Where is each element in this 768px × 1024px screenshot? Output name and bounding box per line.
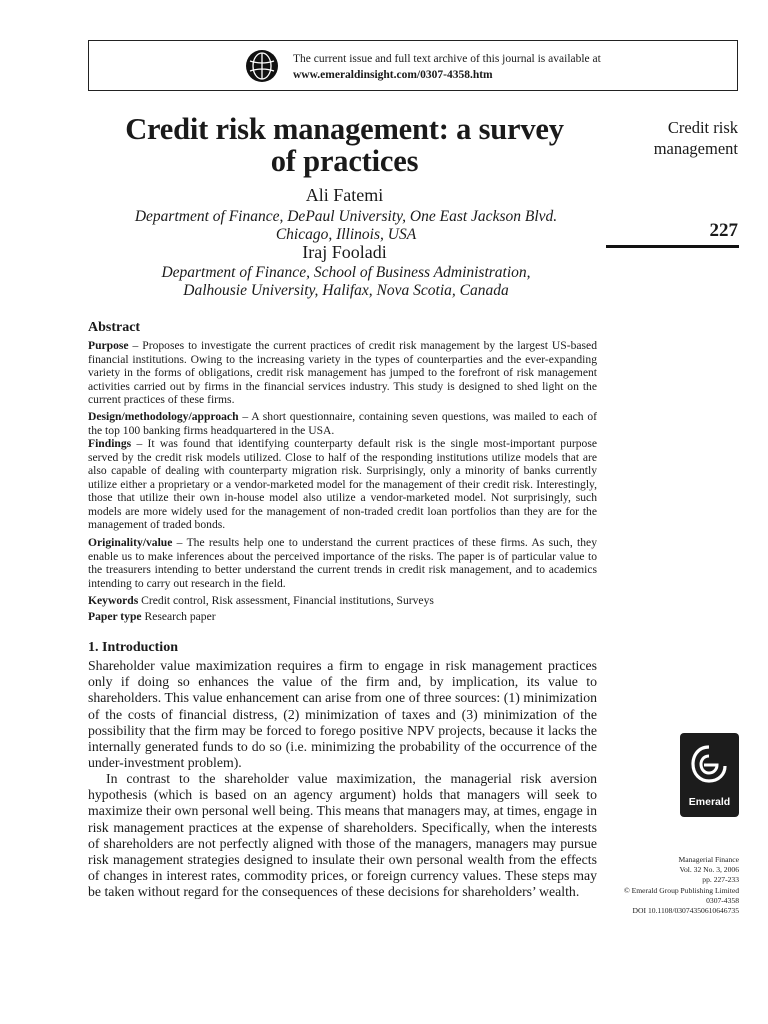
copyright: © Emerald Group Publishing Limited — [623, 885, 739, 895]
article-title — [82, 113, 607, 177]
volume-info: Vol. 32 No. 3, 2006 — [679, 865, 739, 875]
issn: 0307-4358 — [706, 895, 739, 905]
findings-text: – It was found that identifying counterparty default risk is the single most-important purpose served by the credit risk models utilized. Close to half of the responding institutions utilize models that are also capable of dealing with counterparty migration risk. Surprisingly, only a minority of banks currently utilize either a proprietary or a vendor-marketed model for the management of their credit risk. Interestingly, those that utilize their own in-house model also utilize a vendor-marketed model. Not surprisingly, such models are more widely used for the management of non-traded credit loan portfolios than they are for the management of traded bonds. — [88, 437, 597, 531]
paper-type-label: Paper type — [88, 610, 142, 623]
keywords-label: Keywords — [88, 594, 139, 607]
journal-access-banner — [88, 40, 738, 91]
purpose-label: Purpose — [88, 339, 129, 352]
article-title-line1: Credit risk management: a survey — [125, 112, 564, 146]
affiliation-line: Chicago, Illinois, USA — [275, 226, 417, 243]
originality-label: Originality/value — [88, 536, 173, 549]
page-range: pp. 227-233 — [702, 875, 739, 885]
design-label: Design/methodology/approach — [88, 410, 239, 423]
paper-type-text: Research paper — [144, 610, 216, 623]
journal-url-link[interactable]: www.emeraldinsight.com/0307-4358.htm — [293, 69, 493, 81]
affiliation-line: Dalhousie University, Halifax, Nova Scotia, Canada — [183, 282, 509, 299]
publication-info — [590, 855, 739, 916]
abstract-originality — [88, 536, 597, 590]
keywords — [88, 594, 434, 607]
page-number: 227 — [709, 220, 738, 241]
emerald-logo-icon — [680, 733, 739, 817]
originality-text: – The results help one to understand the current practices of these firms. As such, they enable us to make inferences about the perceived importance of the risks. The paper is of particular value to the treasurers intending to better understand the current trends in credit risk management, and to academics intending to carry out research in the field. — [88, 536, 597, 590]
banner-text: The current issue and full text archive of this journal is available at — [293, 53, 601, 65]
running-title-line: management — [653, 139, 738, 158]
author-affiliation — [76, 208, 616, 244]
journal-name: Managerial Finance — [678, 855, 739, 864]
findings-label: Findings — [88, 437, 132, 450]
body-paragraph: Shareholder value maximization requires a firm to engage in risk management practices only if doing so enhances the value of the firm and, by implication, its value to shareholders. This value enhancement can arise from one of three sources: (1) minimization of the costs of financial distress, (2) minimization of taxes and (3) minimization of the possibility that the firm may be forced to forego positive NPV projects, because it lacks the internally generated funds to do so (i.e. minimizing the probability of the occurrence of the under-investment problem). — [88, 658, 597, 771]
author-affiliation — [76, 264, 616, 300]
author-name: Iraj Fooladi — [302, 242, 387, 262]
abstract-purpose — [88, 339, 597, 407]
paper-type — [88, 610, 216, 623]
globe-icon — [245, 49, 279, 83]
abstract-findings — [88, 437, 597, 532]
keywords-text: Credit control, Risk assessment, Financial institutions, Surveys — [141, 594, 434, 607]
abstract-design — [88, 410, 597, 437]
body-paragraph: In contrast to the shareholder value maximization, the managerial risk aversion hypothesis (which is based on an agency argument) holds that managers will seek to maximize their own personal well being. This means that managers may, at times, engage in risk management practices at the expense of shareholders. Specifically, when the interests of shareholders are not perfectly aligned with those of the managers, managers may pursue risk management strategies designed to insulate their own personal wealth from the effects of changes in interest rates, commodity prices, or foreign currency values. These steps may be taken without regard for the consequences of these decisions for shareholders’ wealth. — [88, 771, 597, 900]
author-name: Ali Fatemi — [305, 185, 384, 205]
emerald-logo-text: Emerald — [688, 796, 731, 808]
design-text: – A short questionnaire, containing seven questions, was mailed to each of the top 100 banking firms headquartered in the USA. — [88, 410, 597, 437]
purpose-text: – Proposes to investigate the current practices of credit risk management by the largest US-based financial institutions. Owing to the increasing variety in the types of counterparties and the ever-expanding variety in the forms of obligations, credit risk management has jumped to the forefront of risk management activities carried out by firms in the financial services industry. This study is designed to shed light on the current practices of these firms. — [88, 339, 597, 406]
abstract-heading: Abstract — [88, 320, 141, 335]
doi: DOI 10.1108/03074350610646735 — [632, 906, 739, 916]
running-title-line: Credit risk — [667, 118, 738, 137]
running-title — [612, 117, 738, 159]
affiliation-line: Department of Finance, DePaul University, One East Jackson Blvd. — [134, 208, 558, 225]
emerald-swirl-icon — [689, 741, 730, 791]
section-heading: 1. Introduction — [88, 640, 178, 655]
affiliation-line: Department of Finance, School of Business Administration, — [161, 264, 531, 281]
divider — [606, 245, 739, 248]
article-title-line2: of practices — [270, 144, 419, 178]
